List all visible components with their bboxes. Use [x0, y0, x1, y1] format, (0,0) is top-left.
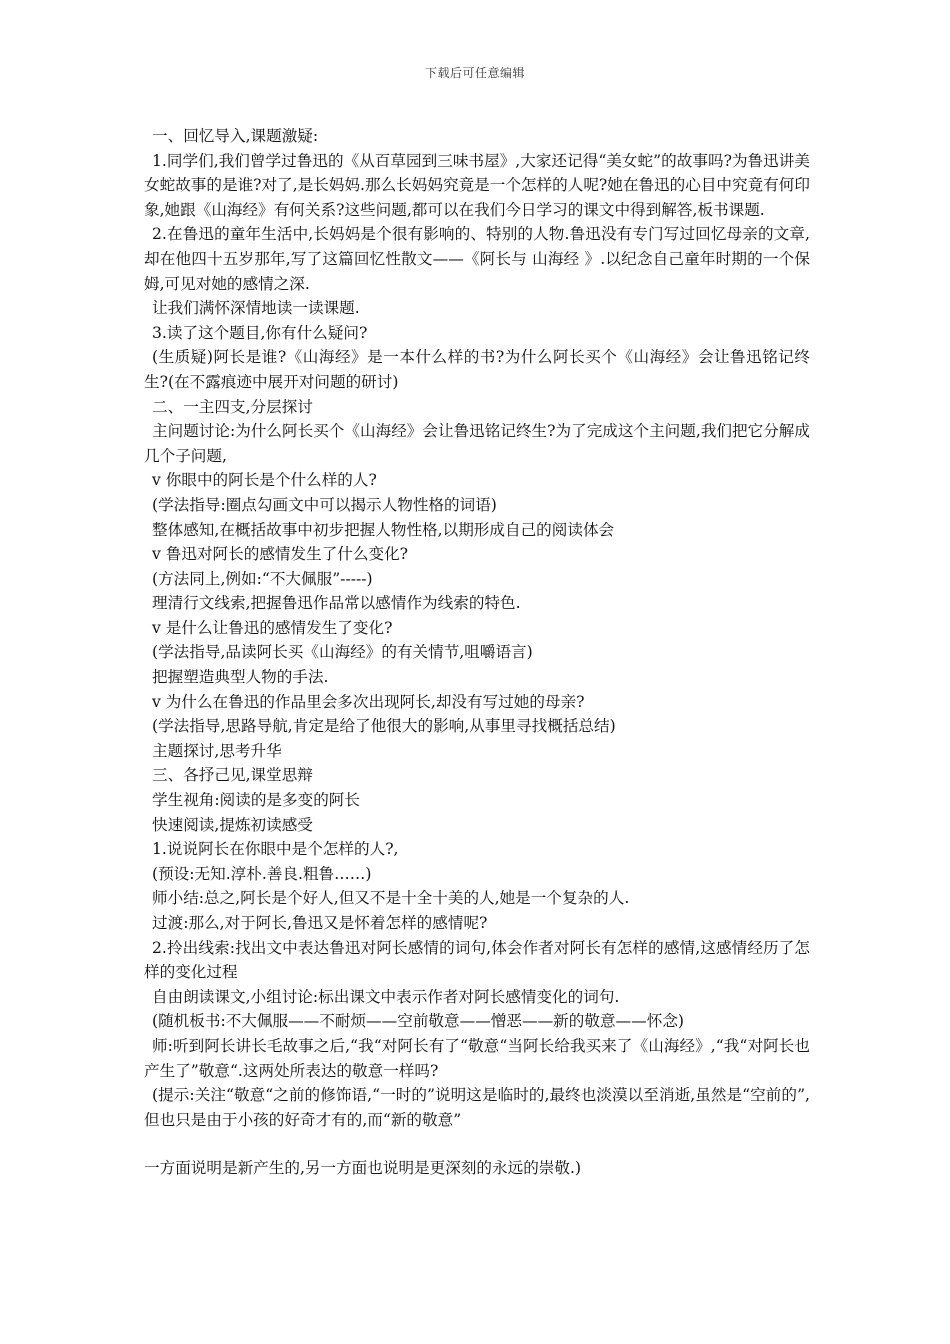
paragraph: 快速阅读,提炼初读感受 — [152, 815, 313, 834]
section-heading: 二、一主四支,分层探讨 — [152, 397, 313, 416]
paragraph: 2.拎出线索:找出文中表达鲁迅对阿长感情的词句,体会作者对阿长有怎样的感情,这感情经历了怎样的变化过程 — [144, 938, 810, 982]
paragraph: 自由朗读课文,小组讨论:标出课文中表示作者对阿长感情变化的词句. — [152, 987, 620, 1006]
paragraph: 主题探讨,思考升华 — [152, 741, 282, 760]
list-item: v 是什么让鲁迅的感情发生了变化? — [152, 618, 393, 637]
paragraph: 过渡:那么,对于阿长,鲁迅又是怀着怎样的感情呢? — [152, 914, 488, 932]
paragraph: (提示:关注“敬意“之前的修饰语,“一时的”说明这是临时的,最终也淡漠以至消逝,虽然是“空前的”,但也只是由于小孩的好奇才有的,而“新的敬意” — [144, 1086, 810, 1129]
paragraph: (随机板书:不大佩服——不耐烦——空前敬意——憎恶——新的敬意——怀念) — [152, 1012, 685, 1031]
paragraph: 主问题讨论:为什么阿长买个《山海经》会让鲁迅铭记终生?为了完成这个主问题,我们把它分解成几个子问题, — [144, 422, 810, 465]
paragraph: 学生视角:阅读的是多变的阿长 — [152, 791, 360, 810]
document-body — [144, 124, 810, 1181]
paragraph: 师小结:总之,阿长是个好人,但又不是十全十美的人,她是一个复杂的人. — [152, 889, 630, 908]
paragraph: 师:听到阿长讲长毛故事之后,“我“对阿长有了“敬意“当阿长给我买来了《山海经》,“我“对阿长也产生了”敬意“.这两处所表达的敬意一样吗? — [144, 1036, 810, 1080]
list-item: v 鲁迅对阿长的感情发生了什么变化? — [152, 545, 409, 564]
paragraph: (方法同上,例如:“不大佩服”-----) — [152, 569, 373, 588]
paragraph: 1.同学们,我们曾学过鲁迅的《从百草园到三味书屋》,大家还记得“美女蛇”的故事吗?为鲁迅讲美女蛇故事的是谁?对了,是长妈妈.那么长妈妈究竟是一个怎样的人呢?她在鲁迅的心目中究竟有何印象,她跟《山海经》有何关系?这些问题,都可以在我们今日学习的课文中得到解答,板书课题. — [144, 151, 810, 219]
paragraph: 整体感知,在概括故事中初步把握人物性格,以期形成自己的阅读体会 — [152, 520, 615, 539]
paragraph: (学法指导,思路导航,肯定是给了他很大的影响,从事里寻找概括总结) — [152, 717, 616, 736]
paragraph: 一、回忆导入,课题激疑: — [152, 127, 319, 145]
paragraph: 把握塑造典型人物的手法. — [152, 668, 329, 687]
paragraph: 1.说说阿长在你眼中是个怎样的人?, — [152, 840, 399, 859]
paragraph: (学法指导,品读阿长买《山海经》的有关情节,咀嚼语言) — [152, 643, 533, 662]
paragraph: 让我们满怀深情地读一读课题. — [152, 299, 360, 318]
paragraph: 3.读了这个题目,你有什么疑问? — [152, 323, 368, 342]
paragraph-final: 一方面说明是新产生的,另一方面也说明是更深刻的永远的崇敬.) — [144, 1159, 582, 1178]
paragraph: (预设:无知.淳朴.善良.粗鲁……) — [152, 864, 372, 883]
paragraph: (学法指导:圈点勾画文中可以揭示人物性格的词语) — [152, 495, 497, 514]
page-header: 下载后可任意编辑 — [424, 66, 525, 80]
section-heading: 三、各抒己见,课堂思辩 — [152, 766, 313, 785]
paragraph: 2.在鲁迅的童年生活中,长妈妈是个很有影响的、特别的人物.鲁迅没有专门写过回忆母亲的文章,却在他四十五岁那年,写了这篇回忆性散文——《阿长与 山海经 》.以纪念自己童年时期的一个保姆,可见对她的感情之深. — [144, 225, 810, 293]
list-item: v 你眼中的阿长是个什么样的人? — [152, 471, 377, 490]
paragraph: 理清行文线索,把握鲁迅作品常以感情作为线索的特色. — [152, 594, 521, 613]
list-item: v 为什么在鲁迅的作品里会多次出现阿长,却没有写过她的母亲? — [152, 692, 585, 711]
paragraph: (生质疑)阿长是谁?《山海经》是一本什么样的书?为什么阿长买个《山海经》会让鲁迅铭记终生?(在不露痕迹中展开对问题的研讨) — [144, 348, 810, 391]
